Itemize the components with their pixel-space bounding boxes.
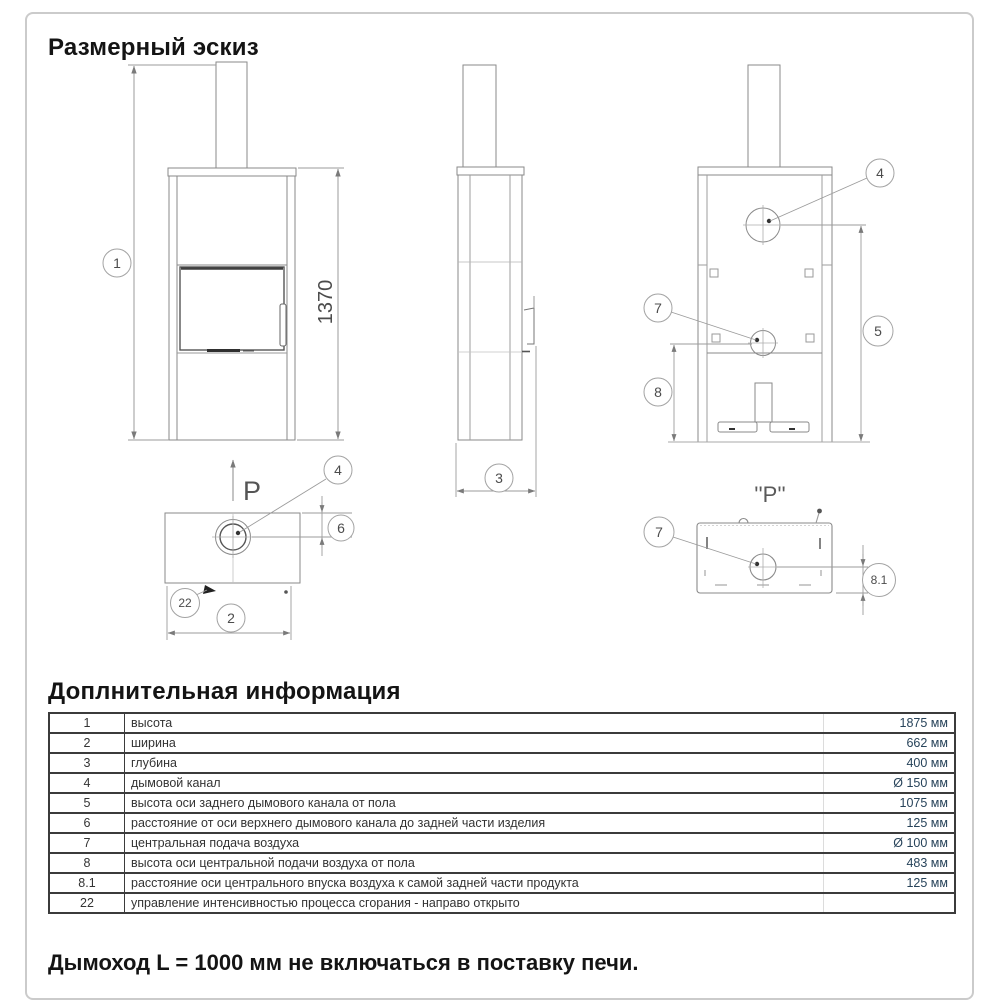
table-row bbox=[49, 733, 955, 753]
callout-6 bbox=[328, 515, 354, 541]
cell-desc: управление интенсивностью процесса сгорания - направо открыто bbox=[125, 893, 824, 913]
cell-val: 1075 мм bbox=[824, 793, 956, 813]
callout-22-label: 22 bbox=[178, 596, 192, 610]
side-door-handle bbox=[524, 308, 534, 344]
front-view bbox=[168, 62, 296, 440]
dim-1370-label: 1370 bbox=[315, 279, 337, 325]
cell-num: 2 bbox=[49, 733, 125, 753]
p-view bbox=[697, 509, 832, 593]
cell-num: 8.1 bbox=[49, 873, 125, 893]
back-pedestal bbox=[755, 383, 772, 422]
front-door-handle bbox=[280, 304, 286, 346]
side-chimney bbox=[463, 65, 496, 167]
cell-num: 8 bbox=[49, 853, 125, 873]
cell-val: 662 мм bbox=[824, 733, 956, 753]
cell-num: 22 bbox=[49, 893, 125, 913]
callout-7-pview bbox=[644, 517, 674, 547]
cell-desc: центральная подача воздуха bbox=[125, 833, 824, 853]
callout-4-back-label: 4 bbox=[876, 165, 884, 181]
top-view bbox=[165, 513, 300, 594]
cell-val: Ø 150 мм bbox=[824, 773, 956, 793]
damper-lever bbox=[203, 585, 216, 594]
p-arrow-label: P bbox=[243, 476, 262, 506]
front-top-plate bbox=[168, 168, 296, 176]
mount-clip bbox=[710, 269, 718, 277]
table-row bbox=[49, 813, 955, 833]
front-body bbox=[169, 176, 295, 440]
callout-8-label: 8 bbox=[654, 384, 662, 400]
mount-clip bbox=[806, 334, 814, 342]
cell-desc: высота оси заднего дымового канала от пола bbox=[125, 793, 824, 813]
mount-clip bbox=[805, 269, 813, 277]
cell-desc: высота оси центральной подачи воздуха от пола bbox=[125, 853, 824, 873]
callout-2-label: 2 bbox=[227, 610, 235, 626]
callout-3-label: 3 bbox=[495, 470, 503, 486]
cell-num: 3 bbox=[49, 753, 125, 773]
cell-val: 125 мм bbox=[824, 813, 956, 833]
info-table-body bbox=[49, 713, 955, 913]
table-row bbox=[49, 793, 955, 813]
front-chimney bbox=[216, 62, 247, 168]
dim-total-height bbox=[128, 65, 216, 440]
table-row bbox=[49, 893, 955, 913]
cell-val: 125 мм bbox=[824, 873, 956, 893]
callout-3 bbox=[485, 464, 513, 492]
cell-num: 6 bbox=[49, 813, 125, 833]
callout-8-1 bbox=[863, 564, 896, 597]
table-row bbox=[49, 853, 955, 873]
cell-desc: дымовой канал bbox=[125, 773, 824, 793]
table-row bbox=[49, 713, 955, 733]
callout-6-label: 6 bbox=[337, 520, 345, 536]
info-section-title: Доплнительная информация bbox=[48, 678, 401, 705]
info-table bbox=[48, 712, 956, 914]
back-view bbox=[668, 65, 870, 442]
cell-val bbox=[824, 893, 956, 913]
table-row bbox=[49, 753, 955, 773]
cell-val: 483 мм bbox=[824, 853, 956, 873]
p-direction-arrow bbox=[233, 460, 261, 506]
cell-desc: расстояние оси центрального впуска воздуха к самой задней части продукта bbox=[125, 873, 824, 893]
table-row bbox=[49, 833, 955, 853]
callout-5-label: 5 bbox=[874, 323, 882, 339]
table-row bbox=[49, 873, 955, 893]
cell-desc: ширина bbox=[125, 733, 824, 753]
dim-8 bbox=[670, 344, 752, 441]
side-body bbox=[458, 175, 522, 440]
callout-8 bbox=[644, 378, 672, 406]
table-row bbox=[49, 773, 955, 793]
side-view bbox=[457, 65, 534, 440]
callout-4-top bbox=[324, 456, 352, 484]
callout-1 bbox=[103, 249, 131, 277]
cell-val: 1875 мм bbox=[824, 713, 956, 733]
p-view-body bbox=[697, 523, 832, 593]
dim-8-1 bbox=[777, 545, 868, 615]
side-top-plate bbox=[457, 167, 524, 175]
cell-num: 7 bbox=[49, 833, 125, 853]
callout-1-label: 1 bbox=[113, 255, 121, 271]
cell-val: Ø 100 мм bbox=[824, 833, 956, 853]
cell-desc: глубина bbox=[125, 753, 824, 773]
cell-desc: высота bbox=[125, 713, 824, 733]
back-chimney bbox=[748, 65, 780, 167]
callout-8-1-label: 8.1 bbox=[870, 573, 888, 587]
mount-clip bbox=[712, 334, 720, 342]
page-title: Размерный эскиз bbox=[48, 34, 259, 61]
callout-2 bbox=[217, 604, 245, 632]
callout-7-back-label: 7 bbox=[654, 300, 662, 316]
callout-4-back bbox=[866, 159, 894, 187]
callout-7-pview-label: 7 bbox=[655, 524, 663, 540]
callout-5 bbox=[863, 316, 893, 346]
footer-note: Дымоход L = 1000 мм не включаться в поставку печи. bbox=[48, 950, 639, 975]
cell-desc: расстояние от оси верхнего дымового канала до задней части изделия bbox=[125, 813, 824, 833]
front-door-window bbox=[180, 267, 284, 350]
cell-val: 400 мм bbox=[824, 753, 956, 773]
cell-num: 4 bbox=[49, 773, 125, 793]
cell-num: 5 bbox=[49, 793, 125, 813]
callout-7-back bbox=[644, 294, 672, 322]
callout-22 bbox=[171, 589, 200, 618]
p-view-title: ''P'' bbox=[754, 482, 786, 507]
cell-num: 1 bbox=[49, 713, 125, 733]
dim-5 bbox=[781, 225, 866, 441]
callout-4-top-label: 4 bbox=[334, 462, 342, 478]
